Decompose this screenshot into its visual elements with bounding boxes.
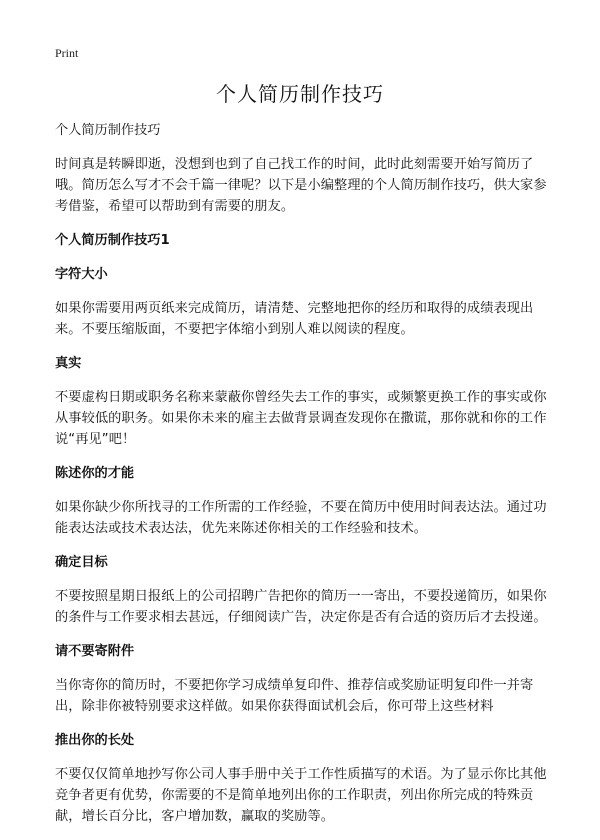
section-paragraph: 不要按照星期日报纸上的公司招聘广告把你的简历一一寄出，不要投递简历，如果你的条件与工作要求相去甚远，仔细阅读广告，决定你是否有合适的资历后才去投递。 — [55, 589, 547, 625]
intro-paragraph: 时间真是转瞬即逝，没想到也到了自己找工作的时间，此时此刻需要开始写简历了哦。简历怎么写才不会千篇一律呢？以下是小编整理的个人简历制作技巧，供大家参考借鉴，希望可以帮助到有需要的朋友。 — [55, 157, 547, 214]
section-heading: 请不要寄附件 — [55, 644, 135, 659]
document-subtitle: 个人简历制作技巧 — [55, 123, 161, 138]
section-heading: 推出你的长处 — [55, 733, 135, 748]
document-body — [55, 120, 555, 840]
section-paragraph: 如果你需要用两页纸来完成简历，请清楚、完整地把你的经历和取得的成绩表现出来。不要压缩版面，不要把字体缩小到别人难以阅读的程度。 — [55, 301, 534, 337]
section-paragraph: 当你寄你的简历时，不要把你学习成绩单复印件、推荐信或奖励证明复印件一并寄出，除非你被特别要求这样做。如果你获得面试机会后，你可带上这些材料 — [55, 678, 534, 714]
section-heading: 字符大小 — [55, 267, 108, 282]
section-heading: 确定目标 — [55, 555, 108, 570]
document-title: 个人简历制作技巧 — [216, 82, 384, 106]
section-heading: 真实 — [55, 356, 82, 371]
section-paragraph: 如果你缺少你所找寻的工作所需的工作经验，不要在简历中使用时间表达法。通过功能表达法或技术表达法，优先来陈述你相关的工作经验和技术。 — [55, 500, 547, 536]
section-heading: 陈述你的才能 — [55, 466, 135, 481]
print-label: Print — [55, 46, 79, 60]
section-paragraph: 不要仅仅简单地抄写你公司人事手册中关于工作性质描写的术语。为了显示你比其他竞争者更有优势，你需要的不是简单地列出你的工作职责，列出你所完成的特殊贡献，增长百分比，客户增加数，赢取的奖励等。 — [55, 767, 547, 824]
section-paragraph: 不要虚构日期或职务名称来蒙蔽你曾经失去工作的事实，或频繁更换工作的事实或你从事较低的职务。如果你未来的雇主去做背景调查发现你在撒谎，那你就和你的工作说“再见”吧！ — [55, 390, 547, 447]
section-group-heading: 个人简历制作技巧1 — [55, 233, 170, 248]
